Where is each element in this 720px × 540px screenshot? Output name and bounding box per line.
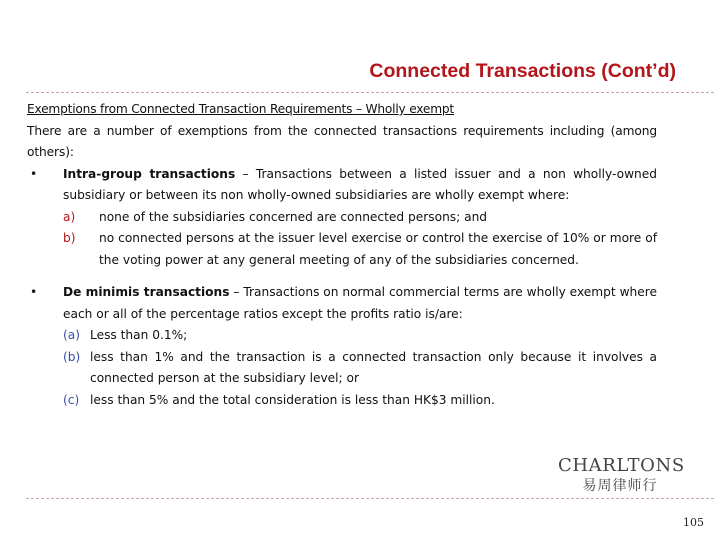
list-marker: (a) <box>63 328 80 342</box>
slide-title: Connected Transactions (Cont’d) <box>369 60 676 82</box>
list-marker: (c) <box>63 392 80 407</box>
bullet-icon: • <box>30 166 38 181</box>
list-item <box>63 207 657 229</box>
bullet-label: De minimis transactions <box>63 285 230 299</box>
bullet-intra-group <box>27 164 657 272</box>
section-heading: Exemptions from Connected Transaction Requirements – Wholly exempt <box>27 102 455 116</box>
list-item <box>63 325 657 347</box>
page-number: 105 <box>683 516 704 529</box>
bullet-de-minimis <box>27 282 657 411</box>
intro-paragraph: There are a number of exemptions from the connected transactions requirements including (among others): <box>27 123 657 159</box>
slide-body <box>27 99 657 411</box>
list-item <box>63 228 657 271</box>
list-item-text: less than 5% and the total consideration is less than HK$3 million. <box>90 392 495 407</box>
list-item-text: no connected persons at the issuer level exercise or control the exercise of 10% or more of the voting power at any general meeting of any of the subsidiaries concerned. <box>99 231 657 267</box>
list-marker: (b) <box>63 349 81 364</box>
bullet-text: – Transactions between a listed issuer and a non wholly-owned subsidiary or between its non wholly-owned subsidiaries are wholly exempt where: <box>63 166 657 202</box>
logo-chinese-name: 易周律师行 <box>582 478 658 494</box>
bullet-text: – Transactions on normal commercial terms are wholly exempt where each or all of the percentage ratios except the profits ratio is/are: <box>63 285 657 321</box>
bottom-divider <box>26 498 714 499</box>
list-marker: b) <box>63 231 76 245</box>
list-item <box>63 390 657 412</box>
bullet-label: Intra-group transactions <box>63 166 236 181</box>
top-divider <box>26 92 714 93</box>
list-item-text: Less than 0.1%; <box>90 328 188 342</box>
list-item-text: none of the subsidiaries concerned are connected persons; and <box>99 209 488 224</box>
list-item <box>63 347 657 390</box>
list-item-text: less than 1% and the transaction is a connected transaction only because it involves a connected person at the subsidiary level; or <box>90 349 657 385</box>
logo-name: CHARLTONS <box>558 455 685 476</box>
list-marker: a) <box>63 209 76 224</box>
bullet-icon: • <box>30 285 38 299</box>
charltons-logo <box>558 455 685 503</box>
